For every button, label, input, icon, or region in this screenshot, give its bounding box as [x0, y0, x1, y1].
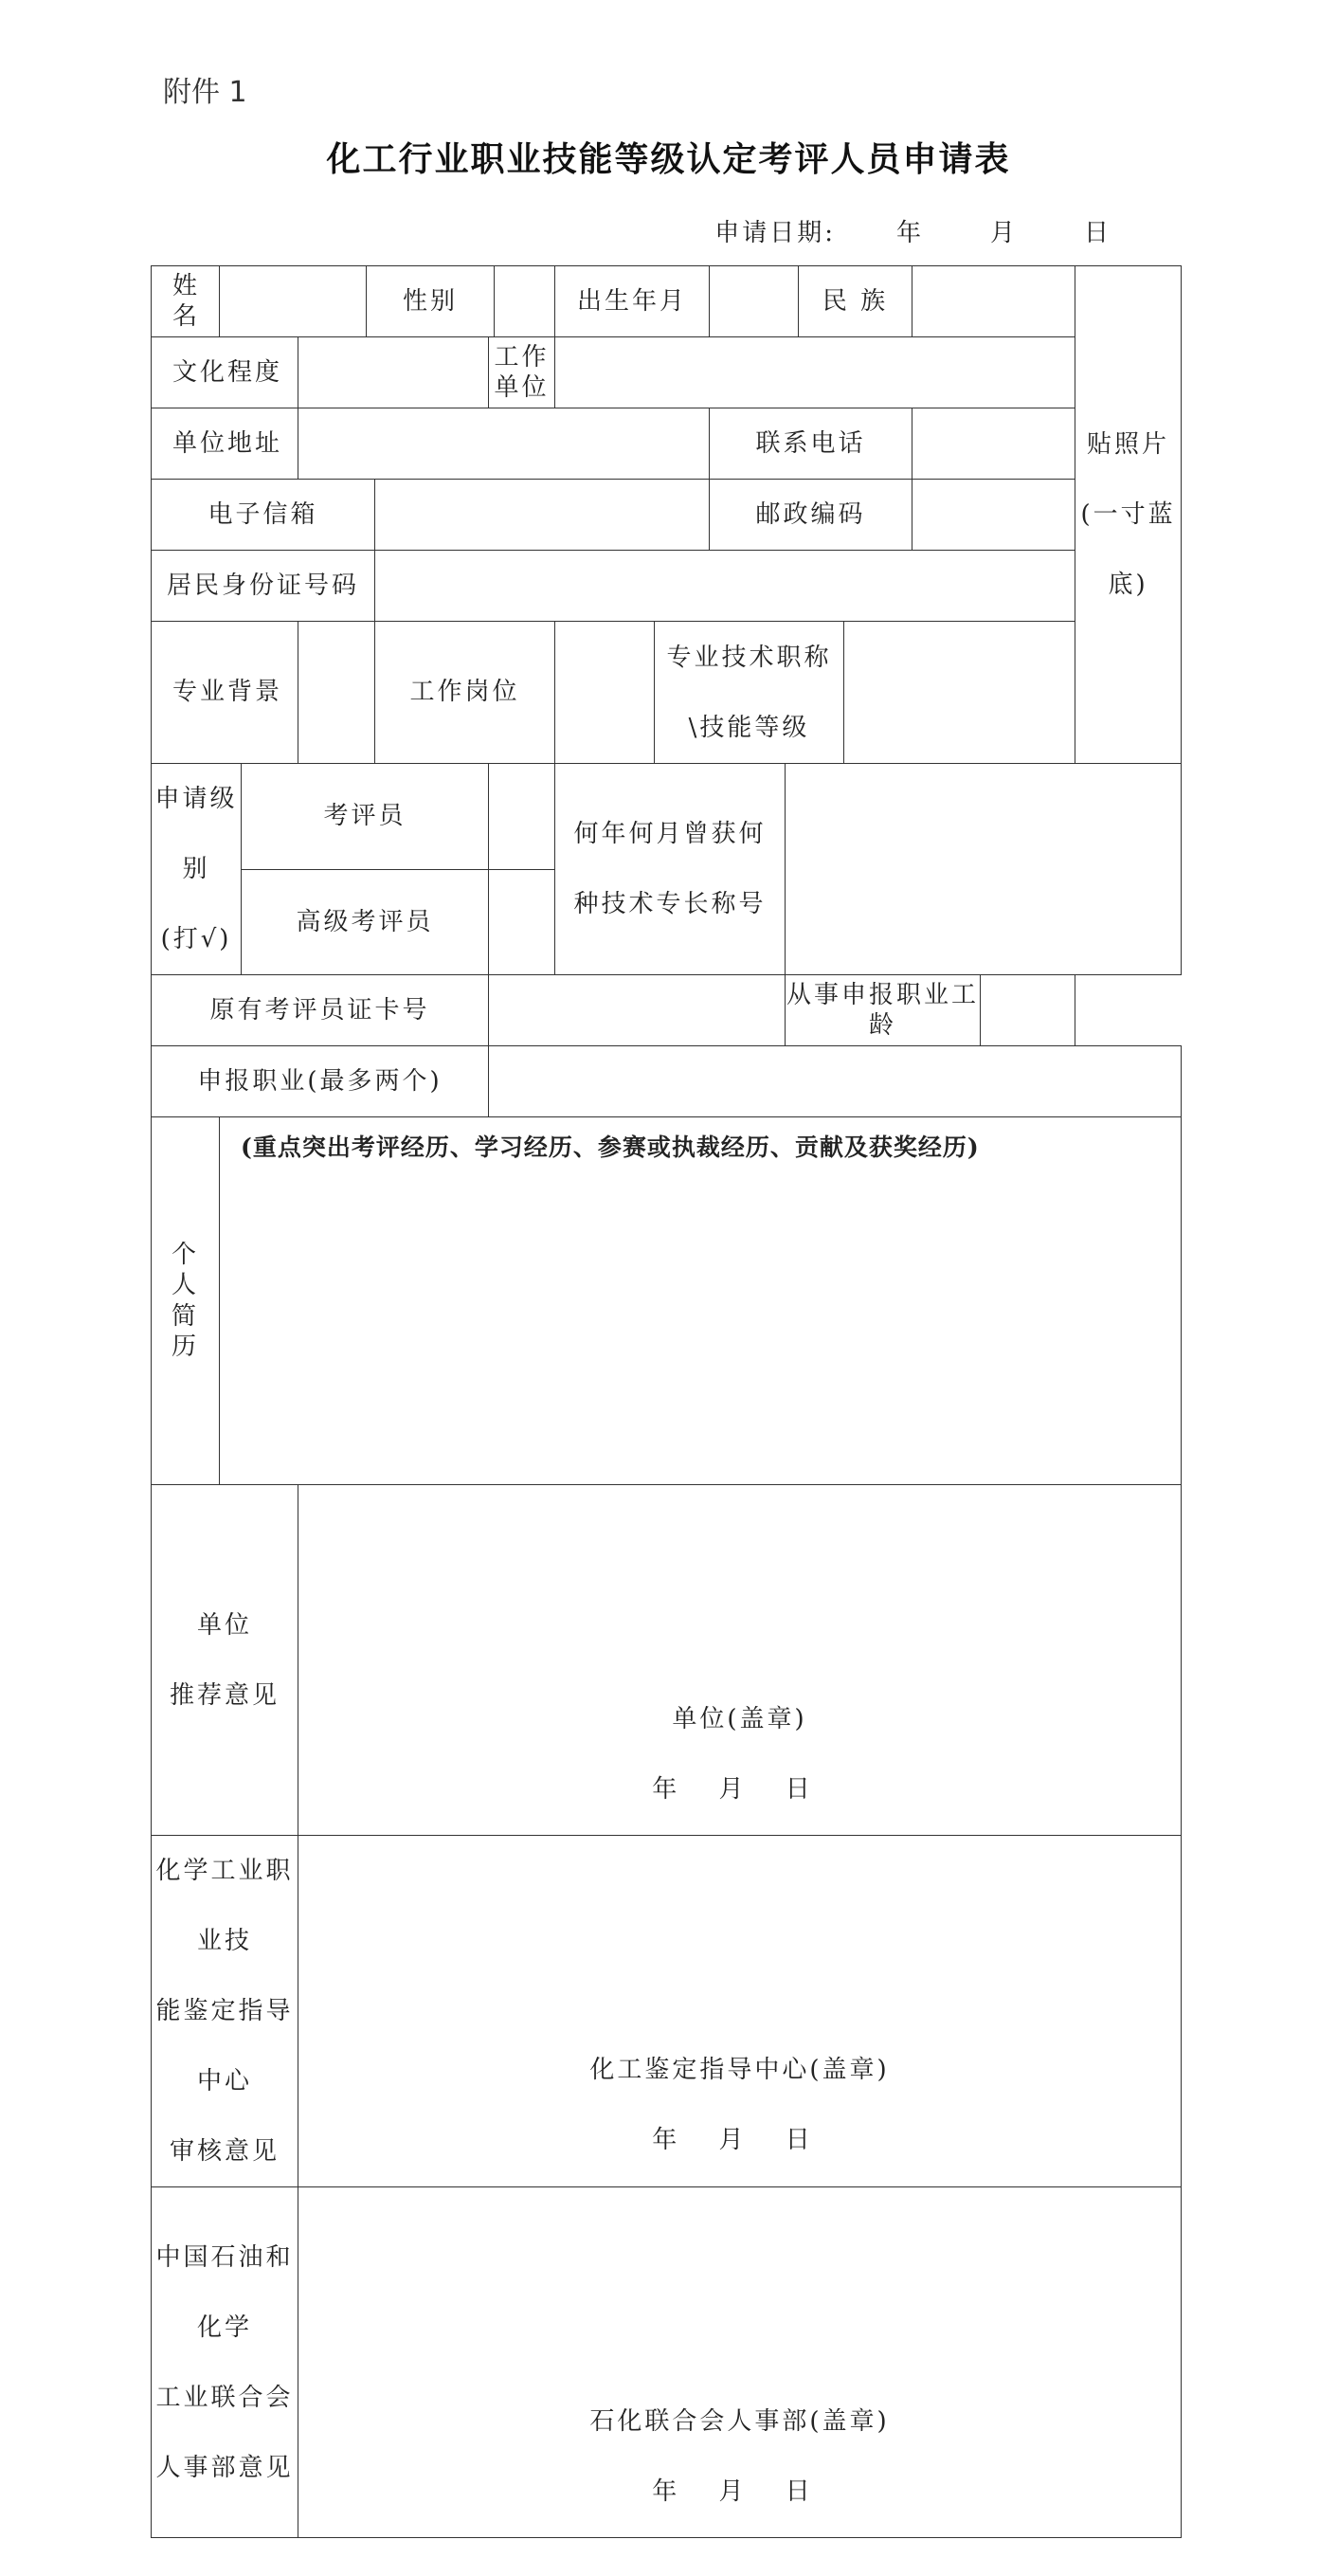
label-birth: 出生年月 — [555, 266, 710, 337]
federation-opinion-field[interactable] — [298, 2187, 1182, 2538]
application-date-year: 年 — [895, 219, 924, 247]
center-opinion-line1: 化学工业职业技 — [155, 1857, 294, 1955]
label-award — [555, 764, 786, 975]
federation-opinion-line2: 工业联合会 — [155, 2383, 294, 2412]
birth-field[interactable] — [710, 266, 799, 337]
center-seal-date: 年 月 日 — [652, 2126, 827, 2154]
award-line2: 种技术专长称号 — [573, 890, 767, 918]
resume-char-2: 人 — [171, 1271, 199, 1299]
old-certificate-field[interactable] — [489, 975, 786, 1046]
award-line1: 何年何月曾获何 — [573, 820, 767, 848]
photo-area[interactable] — [1075, 266, 1182, 764]
ethnicity-field[interactable] — [912, 266, 1075, 337]
apply-level-line2: (打√) — [160, 925, 232, 953]
application-date-day: 日 — [1083, 219, 1111, 247]
label-federation-opinion — [152, 2187, 298, 2538]
name-field[interactable] — [220, 266, 367, 337]
photo-note: (一寸蓝底) — [1080, 500, 1176, 599]
center-opinion-field[interactable] — [298, 1836, 1182, 2187]
label-occupation: 申报职业(最多两个) — [152, 1046, 489, 1117]
resume-field[interactable] — [220, 1117, 1182, 1485]
label-email: 电子信箱 — [152, 480, 375, 551]
unit-seal-date: 年 月 日 — [652, 1775, 827, 1804]
federation-opinion-line1: 中国石油和化学 — [155, 2242, 294, 2342]
label-unit-opinion — [152, 1485, 298, 1836]
label-phone: 联系电话 — [710, 408, 912, 480]
professional-title-line1: 专业技术职称 — [666, 643, 832, 672]
label-professional-title — [655, 622, 844, 764]
center-opinion-line2: 能鉴定指导中心 — [155, 1997, 294, 2095]
unit-opinion-line2: 推荐意见 — [169, 1680, 280, 1710]
federation-seal-date: 年 月 日 — [652, 2477, 827, 2506]
resume-char-4: 历 — [171, 1333, 199, 1361]
email-field[interactable] — [375, 480, 710, 551]
resume-char-1: 个 — [171, 1240, 199, 1269]
unit-opinion-line1: 单位 — [196, 1610, 252, 1640]
label-resume — [152, 1117, 220, 1485]
education-field[interactable] — [298, 337, 489, 408]
occupation-field[interactable] — [489, 1046, 1182, 1117]
label-postal-code: 邮政编码 — [710, 480, 912, 551]
label-position: 工作岗位 — [375, 622, 555, 764]
label-center-opinion — [152, 1836, 298, 2187]
apply-level-line1: 申请级别 — [154, 785, 238, 883]
resume-char-3: 简 — [171, 1301, 199, 1331]
application-date — [714, 213, 1111, 248]
id-number-field[interactable] — [375, 551, 1075, 622]
work-years-field[interactable] — [981, 975, 1075, 1046]
award-field[interactable] — [786, 764, 1182, 975]
federation-opinion-line3: 人事部意见 — [155, 2453, 294, 2482]
examiner-checkbox[interactable] — [489, 764, 555, 870]
label-senior-examiner: 高级考评员 — [242, 869, 489, 975]
label-ethnicity: 民 族 — [799, 266, 912, 337]
professional-title-field[interactable] — [844, 622, 1075, 764]
phone-field[interactable] — [912, 408, 1075, 480]
resume-note: (重点突出考评经历、学习经历、参赛或执裁经历、贡献及获奖经历) — [241, 1134, 980, 1161]
application-date-label: 申请日期: — [714, 219, 836, 247]
senior-examiner-checkbox[interactable] — [489, 869, 555, 975]
major-field[interactable] — [298, 622, 375, 764]
label-examiner: 考评员 — [242, 764, 489, 870]
label-apply-level — [152, 764, 242, 975]
employer-field[interactable] — [555, 337, 1075, 408]
federation-seal-label: 石化联合会人事部(盖章) — [589, 2407, 890, 2436]
application-date-month: 月 — [989, 219, 1018, 247]
attachment-label: 附件 1 — [163, 76, 247, 109]
label-old-certificate: 原有考评员证卡号 — [152, 975, 489, 1046]
professional-title-line2: \技能等级 — [688, 713, 810, 742]
position-field[interactable] — [555, 622, 655, 764]
label-employer-address: 单位地址 — [152, 408, 298, 480]
form-title: 化工行业职业技能等级认定考评人员申请表 — [326, 139, 1011, 179]
postal-code-field[interactable] — [912, 480, 1075, 551]
label-major: 专业背景 — [152, 622, 298, 764]
center-opinion-line3: 审核意见 — [169, 2137, 280, 2166]
label-employer: 工作单位 — [489, 337, 555, 408]
unit-seal-label: 单位(盖章) — [672, 1705, 807, 1733]
label-education: 文化程度 — [152, 337, 298, 408]
photo-label: 贴照片 — [1087, 430, 1170, 459]
label-name: 姓名 — [152, 266, 220, 337]
gender-field[interactable] — [495, 266, 555, 337]
application-form-table — [151, 265, 1182, 2538]
label-id-number: 居民身份证号码 — [152, 551, 375, 622]
center-seal-label: 化工鉴定指导中心(盖章) — [589, 2056, 890, 2084]
unit-opinion-field[interactable] — [298, 1485, 1182, 1836]
label-gender: 性别 — [367, 266, 495, 337]
label-work-years: 从事申报职业工龄 — [786, 975, 981, 1046]
employer-address-field[interactable] — [298, 408, 710, 480]
